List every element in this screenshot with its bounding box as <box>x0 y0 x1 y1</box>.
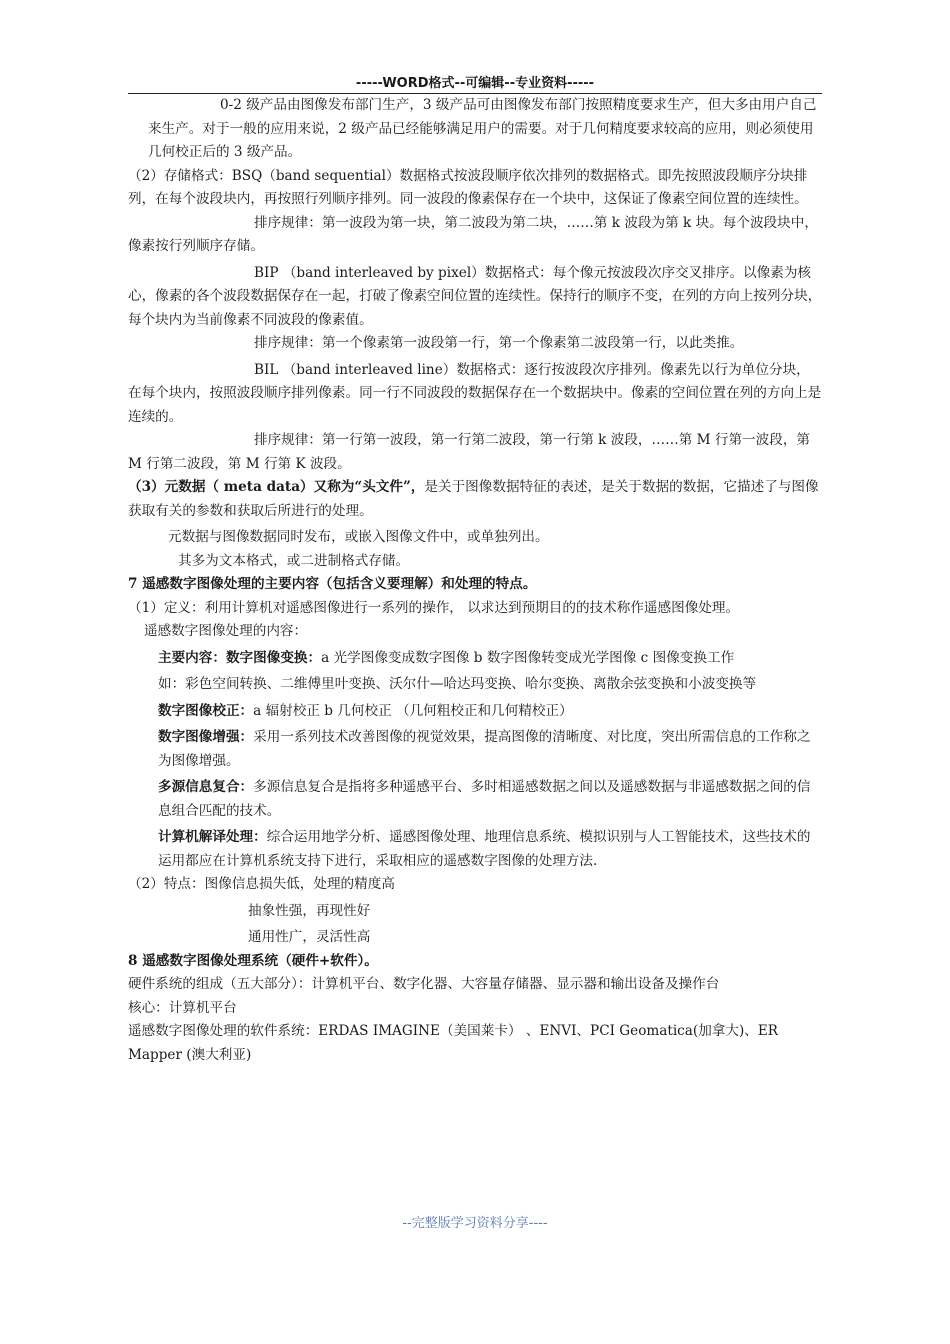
paragraph-core: 核心：计算机平台 <box>128 999 237 1016</box>
section-heading-8: 8 遥感数字图像处理系统（硬件+软件）。 <box>128 952 378 969</box>
content-item-text: 综合运用地学分析、遥感图像处理、地理信息系统、模拟识别与人工智能技术，这些技术的运用都应在计算机系统支持下进行，采取相应的遥感数字图像的处理方法. <box>158 829 811 869</box>
paragraph-bip: BIP （band interleaved by pixel）数据格式：每个像元按波段次序交叉排序。以像素为核心，像素的各个波段数据保存在一起，打破了像素空间位置的连续性。保持行的顺序不变，在列的方向上按列分块，每个块内为当前像素不同波段的像素值。 <box>128 264 822 328</box>
content-item-interpretation <box>128 826 822 873</box>
paragraph-bip-order: 排序规律：第一个像素第一波段第一行，第一个像素第二波段第一行，以此类推。 <box>254 335 744 351</box>
paragraph-level-products: 0-2 级产品由图像发布部门生产，3 级产品可由图像发布部门按照精度要求生产，但大多由用户自己来生产。对于一般的应用来说，2 级产品已经能够满足用户的需要。对于几何精度要求较高的应用，则必须使用几何校正后的 3 级产品。 <box>148 97 817 160</box>
paragraph-bsq: （2）存储格式：BSQ（band sequential）数据格式按波段顺序依次排列的数据格式。即先按照波段顺序分块排列，在每个波段块内，再按照行列顺序排列。同一波段的像素保存在一个块中，这保证了像素空间位置的连续性。 <box>128 167 808 207</box>
content-item-transform <box>128 647 822 671</box>
content-item-text: 采用一系列技术改善图像的视觉效果，提高图像的清晰度、对比度，突出所需信息的工作称之为图像增强。 <box>158 729 811 769</box>
document-body <box>128 94 822 1067</box>
paragraph-bil: BIL （band interleaved line）数据格式：逐行按波段次序排列。像素先以行为单位分块，在每个块内，按照波段顺序排列像素。同一行不同波段的数据保存在一个数据块中。像素的空间位置在列的方向上是连续的。 <box>128 361 822 425</box>
page-header: -----WORD格式--可编辑--专业资料----- <box>128 72 822 94</box>
content-item-title: 计算机解译处理： <box>158 829 267 845</box>
paragraph-metadata-format: 其多为文本格式，或二进制格式存储。 <box>178 552 410 569</box>
paragraph-contents-label: 遥感数字图像处理的内容： <box>144 623 308 639</box>
section-heading-7: 7 遥感数字图像处理的主要内容（包括含义要理解）和处理的特点。 <box>128 576 537 592</box>
paragraph-features: （2）特点：图像信息损失低，处理的精度高 <box>128 876 395 892</box>
feature-general: 通用性广，灵活性高 <box>248 929 371 945</box>
paragraph-metadata-release: 元数据与图像数据同时发布，或嵌入图像文件中，或单独列出。 <box>168 529 549 545</box>
paragraph-bsq-order: 排序规律：第一波段为第一块，第二波段为第二块，……第 k 波段为第 k 块。每个波段块中，像素按行列顺序存储。 <box>128 214 818 254</box>
content-item-text: 多源信息复合是指将多种遥感平台、多时相遥感数据之间以及遥感数据与非遥感数据之间的信息组合匹配的技术。 <box>158 779 811 819</box>
content-item-text: a 光学图像变成数字图像 b 数字图像转变成光学图像 c 图像变换工作 <box>321 649 735 666</box>
content-item-enhancement <box>128 726 822 773</box>
content-item-title: 多源信息复合： <box>158 779 254 795</box>
content-item-fusion <box>128 776 822 823</box>
paragraph-definition: （1）定义：利用计算机对遥感图像进行一系列的操作， 以求达到预期目的的技术称作遥感图像处理。 <box>128 599 740 616</box>
content-item-correction <box>128 700 822 724</box>
metadata-heading: （3）元数据（ meta data）又称为“头文件”， <box>128 479 425 495</box>
metadata-text: 是关于图像数据特征的表述，是关于数据的数据，它描述了与图像获取有关的参数和获取后所进行的处理。 <box>128 479 819 519</box>
page-footer: --完整版学习资料分享---- <box>402 1216 548 1231</box>
paragraph-metadata <box>128 476 822 523</box>
paragraph-bil-order: 排序规律：第一行第一波段，第一行第二波段，第一行第 k 波段，……第 M 行第一波段，第 M 行第二波段，第 M 行第 K 波段。 <box>128 432 811 472</box>
content-item-text: a 辐射校正 b 几何校正 （几何粗校正和几何精校正） <box>253 702 573 719</box>
paragraph-software: 遥感数字图像处理的软件系统：ERDAS IMAGINE（美国莱卡） 、ENVI、PCI Geomatica(加拿大)、ER Mapper (澳大利亚) <box>128 1023 779 1063</box>
content-item-title: 数字图像校正： <box>158 702 254 719</box>
content-item-title: 数字图像增强： <box>158 729 254 745</box>
paragraph-hardware: 硬件系统的组成（五大部分）：计算机平台、数字化器、大容量存储器、显示器和输出设备及操作台 <box>128 976 720 992</box>
feature-abstract: 抽象性强，再现性好 <box>248 902 371 919</box>
content-item-examples: 如：彩色空间转换、二维傅里叶变换、沃尔什—哈达玛变换、哈尔变换、离散余弦变换和小波变换等 <box>158 676 757 692</box>
content-item-title: 主要内容：数字图像变换： <box>158 649 322 666</box>
